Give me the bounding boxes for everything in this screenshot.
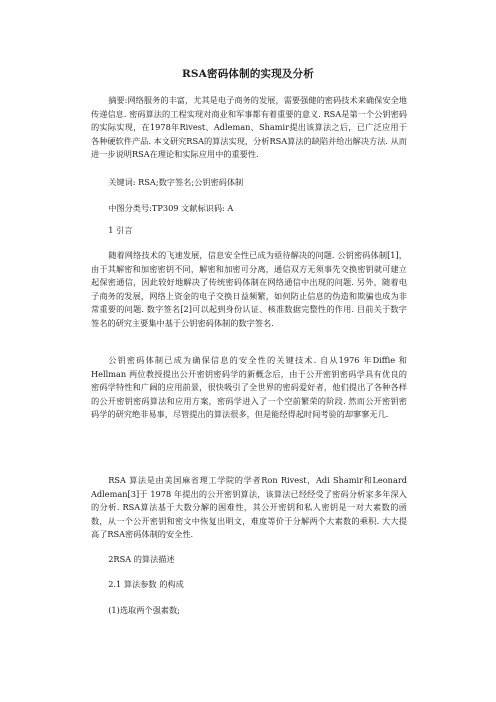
step-1-line: (1)选取两个强素数;	[108, 605, 180, 615]
section-1-heading: 1 引言	[108, 225, 133, 235]
classification-line: 中图分类号:TP309 文献标识码: A	[108, 203, 234, 213]
abstract-paragraph: 摘要:网络服务的丰富，尤其是电子商务的发展，需要强健的密码技术来确保安全地传递信息. 密码算法的工程实现对商业和军事都有着重要的意义. RSA是第一个公钥密码的实际实现，在1978年Rivest、Adleman、Shamir提出该算法之后，已广泛应用于各种硬软件产品. 本文研究RSA的算法实现，分析RSA算法的缺陷并给出解决方法. 从而进一步说明RSA在理论和实际应用中的重要性.	[91, 95, 407, 160]
intro-paragraph-1: 随着网络技术的飞速发展，信息安全性已成为亟待解决的问题. 公钥密码体制[1]，由于其解密和加密密钥不同，解密和加密可分离，通信双方无须事先交换密钥就可建立起保密通信，因此较好地解决了传统密码体制在网络通信中出现的问题. 另外，随着电子商务的发展，网络上资金的电子交换日益频繁，如何防止信息的伪造和欺骗也成为非常重要的问题. 数字签名[2]可以起到身份认证、核准数据完整性的作用. 目前关于数字签名的研究主要集中基于公钥密码体制的数字签名.	[91, 250, 407, 328]
section-2-1-heading: 2.1 算法参数 的构成	[108, 579, 184, 589]
keywords-line: 关键词: RSA;数字签名;公钥密码体制	[108, 177, 244, 187]
intro-paragraph-2: 公钥密码体制已成为确保信息的安全性的关键技术. 自从1976 年Diffie 和Hellman 两位教授提出公开密钥密码学的新概念后，由于公开密钥密码学具有优良的密码学特性和广阔的应用前景，很快吸引了全世界的密码爱好者，他们提出了各种各样的公开密钥密码算法和应用方案，密码学进入了一个空前繁荣的阶段. 然而公开密钥密码学的研究绝非易事，尽管提出的算法很多，但是能经得起时间考验的却寥寥无几.	[91, 355, 407, 420]
document-title: RSA密码体制的实现及分析	[181, 68, 315, 80]
intro-paragraph-3: RSA 算法是由美国麻省理工学院的学者Ron Rivest，Adi Shamir和Leonard Adleman[3]于 1978 年提出的公开密钥算法，该算法已经经受了密码分析家多年深入的分析. RSA算法基于大数分解的困难性，其公开密钥和私人密钥是一对大素数的函数，从一个公开密钥和密文中恢复出明文，难度等价于分解两个大素数的乘积. 大大提高了RSA密码体制的安全性.	[91, 475, 407, 540]
section-2-heading: 2RSA 的算法描述	[108, 554, 175, 564]
